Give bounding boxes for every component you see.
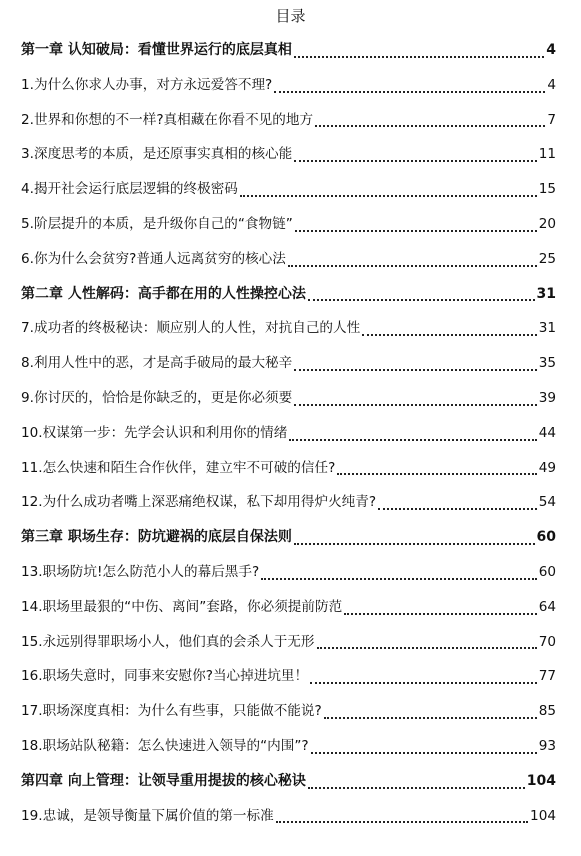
toc-row[interactable] [21,68,556,103]
toc-page-number: 7 [547,111,556,128]
toc-title: 目录 [275,7,306,25]
dot-leader [308,786,525,789]
toc-entry-text: 3.深度思考的本质，是还原事实真相的核心能 [21,146,293,163]
toc-entry-text: 17.职场深度真相：为什么有些事，只能做不能说? [21,703,322,720]
toc-entry-text: 14.职场里最狠的“中伤、离间”套路，你必须提前防范 [21,598,343,615]
toc-entry-text: 第一章 认知破局：看懂世界运行的底层真相 [21,42,292,58]
toc-page-number: 31 [536,285,556,302]
toc-entry-text: 7.成功者的终极秘诀：顺应别人的人性，对抗自己的人性 [21,320,361,337]
table-of-contents [21,33,556,833]
dot-leader [344,612,537,615]
toc-entry-text: 第二章 人性解码：高手都在用的人性操控心法 [21,285,306,302]
toc-entry-text: 16.职场失意时，同事来安慰你?当心掉进坑里！ [21,668,309,685]
toc-page-number: 104 [526,772,556,789]
toc-page-number: 11 [538,146,556,163]
toc-entry-text: 第四章 向上管理：让领导重用提拔的核心秘诀 [21,772,306,789]
toc-entry-text: 10.权谋第一步：先学会认识和利用你的情绪 [21,424,288,441]
toc-entry-text: 12.为什么成功者嘴上深恶痛绝权谋，私下却用得炉火纯青? [21,494,377,511]
toc-chapter-row[interactable] [21,277,556,312]
toc-page-number: 49 [538,459,556,476]
dot-leader [308,298,535,301]
toc-page-number: 35 [538,355,556,372]
toc-row[interactable] [21,799,556,834]
dot-leader [261,577,536,580]
toc-entry-text: 13.职场防坑!怎么防范小人的幕后黑手? [21,563,260,580]
toc-page-number: 31 [538,320,556,337]
toc-row[interactable] [21,729,556,764]
toc-page-number: 93 [538,737,556,754]
toc-page-number: 104 [530,807,556,824]
toc-entry-text: 4.揭开社会运行底层逻辑的终极密码 [21,181,238,198]
toc-entry-text: 2.世界和你想的不一样?真相藏在你看不见的地方 [21,111,314,128]
dot-leader [294,542,535,545]
toc-page-number: 60 [538,563,556,580]
toc-row[interactable] [21,555,556,590]
toc-entry-text: 1.为什么你求人办事，对方永远爱答不理? [21,76,273,93]
dot-leader [378,507,537,510]
toc-entry-text: 18.职场站队秘籍：怎么快速进入领导的“内围”? [21,737,309,754]
dot-leader [311,751,537,754]
dot-leader [337,472,536,475]
toc-row[interactable] [21,172,556,207]
toc-row[interactable] [21,311,556,346]
dot-leader [274,90,545,93]
dot-leader [294,55,544,58]
toc-page-number: 4 [546,42,556,58]
toc-row[interactable] [21,590,556,625]
toc-page-number: 77 [538,668,556,685]
dot-leader [288,264,537,267]
toc-entry-text: 19.忠诚，是领导衡量下属价值的第一标准 [21,807,274,824]
dot-leader [317,646,537,649]
toc-row[interactable] [21,485,556,520]
toc-page-number: 70 [538,633,556,650]
toc-page-number: 15 [538,181,556,198]
toc-row[interactable] [21,381,556,416]
dot-leader [276,820,528,823]
toc-entry-text: 第三章 职场生存：防坑避祸的底层自保法则 [21,529,292,546]
dot-leader [294,403,536,406]
toc-entry-text: 6.你为什么会贫穷?普通人远离贫穷的核心法 [21,250,286,267]
toc-row[interactable] [21,242,556,277]
toc-row[interactable] [21,659,556,694]
toc-row[interactable] [21,137,556,172]
dot-leader [315,124,545,127]
toc-page-number: 44 [538,424,556,441]
toc-page-number: 39 [538,389,556,406]
toc-row[interactable] [21,625,556,660]
dot-leader [294,368,536,371]
toc-entry-text: 11.怎么快速和陌生合作伙伴，建立牢不可破的信任? [21,459,336,476]
dot-leader [362,333,536,336]
toc-row[interactable] [21,694,556,729]
toc-page-number: 64 [538,598,556,615]
toc-chapter-row[interactable] [21,33,556,68]
dot-leader [310,681,537,684]
toc-row[interactable] [21,451,556,486]
toc-page-number: 20 [538,215,556,232]
toc-page-number: 25 [538,250,556,267]
toc-entry-text: 5.阶层提升的本质，是升级你自己的“食物链” [21,215,293,232]
dot-leader [240,194,537,197]
toc-entry-text: 15.永远别得罪职场小人，他们真的会杀人于无形 [21,633,315,650]
dot-leader [289,438,536,441]
dot-leader [324,716,537,719]
toc-entry-text: 9.你讨厌的，恰恰是你缺乏的，更是你必须要 [21,389,293,406]
toc-row[interactable] [21,346,556,381]
toc-page-number: 85 [538,703,556,720]
toc-row[interactable] [21,416,556,451]
toc-page-number: 60 [536,529,556,546]
toc-page-number: 54 [538,494,556,511]
toc-row[interactable] [21,207,556,242]
toc-row[interactable] [21,103,556,138]
toc-entry-text: 8.利用人性中的恶，才是高手破局的最大秘辛 [21,355,293,372]
toc-chapter-row[interactable] [21,520,556,555]
toc-page-number: 4 [547,76,556,93]
dot-leader [294,159,536,162]
toc-chapter-row[interactable] [21,764,556,799]
dot-leader [295,229,537,232]
